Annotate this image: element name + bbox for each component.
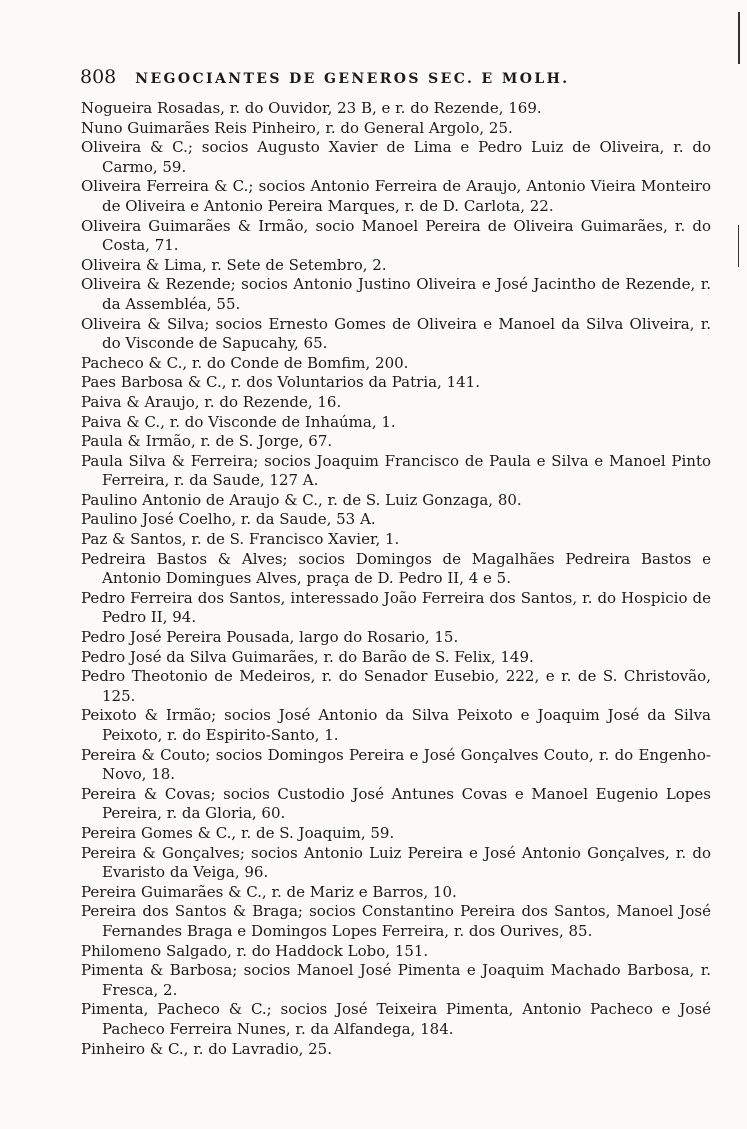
- page-number: 808: [80, 66, 117, 88]
- entry-list: [81, 99, 711, 1059]
- list-item: Pereira & Gonçalves; socios Antonio Luiz Pereira e José Antonio Gonçalves, r. do Evaristo da Veiga, 96.: [81, 843, 711, 882]
- list-item: Pereira Gomes & C., r. de S. Joaquim, 59.: [81, 823, 395, 842]
- list-item: Oliveira Ferreira & C.; socios Antonio Ferreira de Araujo, Antonio Vieira Monteiro de Oliveira e Antonio Pereira Marques, r. de D. Carlota, 22.: [81, 177, 711, 215]
- list-item: Pedro Theotonio de Medeiros, r. do Senador Eusebio, 222, e r. de S. Christovão, 125.: [81, 667, 711, 705]
- list-item: Pedreira Bastos & Alves; socios Domingos de Magalhães Pedreira Bastos e Antonio Domingues Alves, praça de D. Pedro II, 4 e 5.: [81, 549, 711, 588]
- list-item: Pereira dos Santos & Braga; socios Constantino Pereira dos Santos, Manoel José Fernandes Braga e Domingos Lopes Ferreira, r. dos Ourives, 85.: [81, 902, 711, 940]
- list-item: Pereira Guimarães & C., r. de Mariz e Barros, 10.: [81, 882, 457, 901]
- list-item: Pinheiro & C., r. do Lavradio, 25.: [81, 1039, 332, 1058]
- list-item: Oliveira & Rezende; socios Antonio Justino Oliveira e José Jacintho de Rezende, r. da Assembléa, 55.: [81, 275, 711, 313]
- list-item: Paiva & Araujo, r. do Rezende, 16.: [81, 392, 342, 411]
- list-item: Pedro Ferreira dos Santos, interessado João Ferreira dos Santos, r. do Hospicio de Pedro II, 94.: [81, 588, 711, 627]
- list-item: Pimenta & Barbosa; socios Manoel José Pimenta e Joaquim Machado Barbosa, r. Fresca, 2.: [81, 961, 711, 999]
- list-item: Nuno Guimarães Reis Pinheiro, r. do General Argolo, 25.: [81, 118, 513, 137]
- scan-edge-mark-middle: [738, 225, 739, 267]
- list-item: Paz & Santos, r. de S. Francisco Xavier, 1.: [81, 530, 400, 549]
- list-item: Peixoto & Irmão; socios José Antonio da Silva Peixoto e Joaquim José da Silva Peixoto, r. do Espirito-Santo, 1.: [81, 706, 711, 744]
- list-item: Pereira & Covas; socios Custodio José Antunes Covas e Manoel Eugenio Lopes Pereira, r. da Gloria, 60.: [81, 784, 711, 823]
- list-item: Paula Silva & Ferreira; socios Joaquim Francisco de Paula e Silva e Manoel Pinto Ferreira, r. da Saude, 127 A.: [81, 451, 711, 490]
- list-item: Oliveira & C.; socios Augusto Xavier de Lima e Pedro Luiz de Oliveira, r. do Carmo, 59.: [81, 138, 711, 176]
- list-item: Nogueira Rosadas, r. do Ouvidor, 23 B, e r. do Rezende, 169.: [81, 99, 542, 117]
- list-item: Paiva & C., r. do Visconde de Inhaúma, 1.: [81, 412, 396, 431]
- list-item: Pacheco & C., r. do Conde de Bomfim, 200.: [81, 353, 409, 372]
- list-item: Pereira & Couto; socios Domingos Pereira e José Gonçalves Couto, r. do Engenho-Novo, 18.: [81, 745, 711, 784]
- list-item: Oliveira & Silva; socios Ernesto Gomes de Oliveira e Manoel da Silva Oliveira, r. do Visconde de Sapucahy, 65.: [81, 314, 711, 353]
- list-item: Philomeno Salgado, r. do Haddock Lobo, 151.: [81, 941, 429, 960]
- list-item: Pedro José Pereira Pousada, largo do Rosario, 15.: [81, 628, 459, 647]
- list-item: Pedro José da Silva Guimarães, r. do Barão de S. Felix, 149.: [81, 647, 534, 666]
- page-header: [80, 66, 660, 88]
- list-item: Paes Barbosa & C., r. dos Voluntarios da Patria, 141.: [81, 373, 480, 392]
- list-item: Pimenta, Pacheco & C.; socios José Teixeira Pimenta, Antonio Pacheco e José Pacheco Ferreira Nunes, r. da Alfandega, 184.: [81, 1000, 711, 1038]
- page-title: NEGOCIANTES DE GENEROS SEC. E MOLH.: [135, 71, 570, 87]
- list-item: Paula & Irmão, r. de S. Jorge, 67.: [81, 432, 333, 451]
- list-item: Paulino José Coelho, r. da Saude, 53 A.: [81, 510, 376, 529]
- list-item: Paulino Antonio de Araujo & C., r. de S. Luiz Gonzaga, 80.: [81, 490, 522, 509]
- scan-edge-mark-top: [738, 12, 740, 64]
- list-item: Oliveira Guimarães & Irmão, socio Manoel Pereira de Oliveira Guimarães, r. do Costa, 71.: [81, 216, 711, 255]
- list-item: Oliveira & Lima, r. Sete de Setembro, 2.: [81, 255, 387, 274]
